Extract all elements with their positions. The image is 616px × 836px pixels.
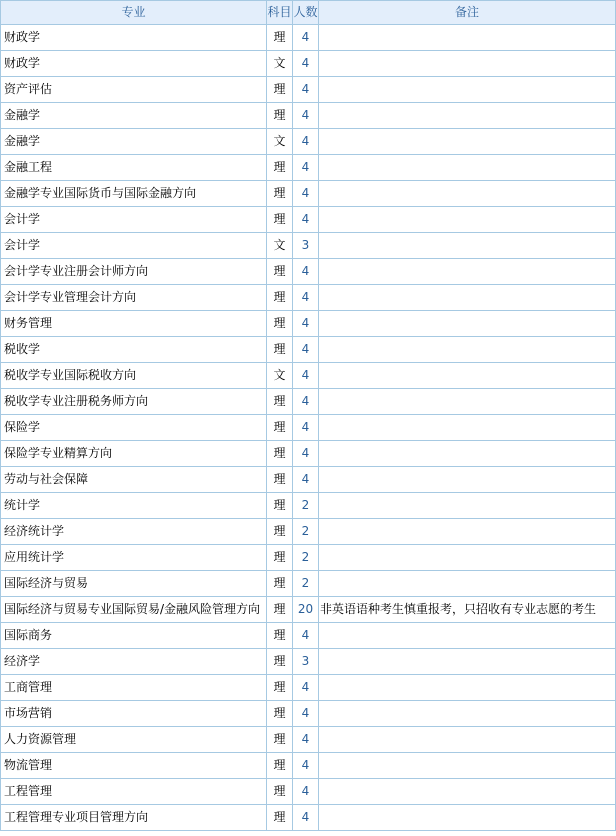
subject-cell: 文 — [267, 233, 293, 259]
subject-cell: 理 — [267, 545, 293, 571]
major-cell: 会计学 — [1, 233, 267, 259]
table-row — [1, 545, 616, 571]
table-row — [1, 649, 616, 675]
major-cell: 国际经济与贸易 — [1, 571, 267, 597]
note-cell: 非英语语种考生慎重报考，只招收有专业志愿的考生 — [319, 597, 616, 623]
major-cell: 税收学专业国际税收方向 — [1, 363, 267, 389]
count-cell: 4 — [293, 389, 319, 415]
note-cell — [319, 467, 616, 493]
note-cell — [319, 103, 616, 129]
subject-cell: 理 — [267, 805, 293, 831]
subject-cell: 文 — [267, 129, 293, 155]
count-cell: 2 — [293, 571, 319, 597]
major-cell: 税收学专业注册税务师方向 — [1, 389, 267, 415]
major-cell: 应用统计学 — [1, 545, 267, 571]
table-header — [1, 1, 616, 25]
table-row — [1, 753, 616, 779]
table-row — [1, 233, 616, 259]
subject-cell: 理 — [267, 311, 293, 337]
count-cell: 4 — [293, 285, 319, 311]
count-cell: 4 — [293, 363, 319, 389]
subject-cell: 理 — [267, 259, 293, 285]
table-row — [1, 207, 616, 233]
major-cell: 金融学 — [1, 103, 267, 129]
note-cell — [319, 77, 616, 103]
table-row — [1, 441, 616, 467]
count-cell: 4 — [293, 25, 319, 51]
subject-cell: 理 — [267, 727, 293, 753]
major-cell: 税收学 — [1, 337, 267, 363]
note-cell — [319, 233, 616, 259]
major-cell: 经济学 — [1, 649, 267, 675]
subject-cell: 理 — [267, 77, 293, 103]
table-row — [1, 805, 616, 831]
count-cell: 2 — [293, 545, 319, 571]
count-cell: 4 — [293, 415, 319, 441]
subject-cell: 理 — [267, 155, 293, 181]
subject-cell: 理 — [267, 623, 293, 649]
major-cell: 工程管理 — [1, 779, 267, 805]
subject-cell: 理 — [267, 207, 293, 233]
major-cell: 保险学专业精算方向 — [1, 441, 267, 467]
table-row — [1, 597, 616, 623]
table-row — [1, 51, 616, 77]
header-note: 备注 — [319, 1, 616, 25]
subject-cell: 理 — [267, 441, 293, 467]
count-cell: 3 — [293, 649, 319, 675]
count-cell: 20 — [293, 597, 319, 623]
subject-cell: 文 — [267, 363, 293, 389]
note-cell — [319, 389, 616, 415]
count-cell: 4 — [293, 779, 319, 805]
subject-cell: 理 — [267, 519, 293, 545]
major-cell: 经济统计学 — [1, 519, 267, 545]
count-cell: 4 — [293, 77, 319, 103]
count-cell: 4 — [293, 337, 319, 363]
subject-cell: 理 — [267, 103, 293, 129]
note-cell — [319, 649, 616, 675]
count-cell: 4 — [293, 129, 319, 155]
note-cell — [319, 285, 616, 311]
note-cell — [319, 155, 616, 181]
count-cell: 4 — [293, 311, 319, 337]
major-cell: 人力资源管理 — [1, 727, 267, 753]
subject-cell: 理 — [267, 571, 293, 597]
count-cell: 4 — [293, 103, 319, 129]
major-cell: 金融学 — [1, 129, 267, 155]
count-cell: 2 — [293, 519, 319, 545]
table-row — [1, 675, 616, 701]
subject-cell: 理 — [267, 181, 293, 207]
count-cell: 3 — [293, 233, 319, 259]
table-row — [1, 77, 616, 103]
note-cell — [319, 181, 616, 207]
note-cell — [319, 753, 616, 779]
note-cell — [319, 441, 616, 467]
note-cell — [319, 415, 616, 441]
subject-cell: 理 — [267, 285, 293, 311]
table-row — [1, 415, 616, 441]
subject-cell: 理 — [267, 337, 293, 363]
subject-cell: 理 — [267, 753, 293, 779]
subject-cell: 理 — [267, 675, 293, 701]
note-cell — [319, 779, 616, 805]
major-cell: 国际商务 — [1, 623, 267, 649]
subject-cell: 文 — [267, 51, 293, 77]
count-cell: 4 — [293, 51, 319, 77]
major-cell: 国际经济与贸易专业国际贸易/金融风险管理方向 — [1, 597, 267, 623]
note-cell — [319, 545, 616, 571]
header-count: 人数 — [293, 1, 319, 25]
table-row — [1, 571, 616, 597]
major-cell: 金融工程 — [1, 155, 267, 181]
count-cell: 4 — [293, 181, 319, 207]
subject-cell: 理 — [267, 415, 293, 441]
major-cell: 会计学专业注册会计师方向 — [1, 259, 267, 285]
table-row — [1, 259, 616, 285]
header-subject: 科目 — [267, 1, 293, 25]
table-body — [1, 25, 616, 831]
table-row — [1, 181, 616, 207]
count-cell: 4 — [293, 259, 319, 285]
subject-cell: 理 — [267, 701, 293, 727]
major-cell: 会计学专业管理会计方向 — [1, 285, 267, 311]
major-cell: 财政学 — [1, 51, 267, 77]
major-cell: 工商管理 — [1, 675, 267, 701]
table-row — [1, 103, 616, 129]
note-cell — [319, 701, 616, 727]
count-cell: 4 — [293, 623, 319, 649]
table-row — [1, 701, 616, 727]
count-cell: 4 — [293, 701, 319, 727]
count-cell: 4 — [293, 441, 319, 467]
table-row — [1, 467, 616, 493]
table-row — [1, 727, 616, 753]
note-cell — [319, 51, 616, 77]
count-cell: 4 — [293, 727, 319, 753]
note-cell — [319, 25, 616, 51]
major-cell: 财政学 — [1, 25, 267, 51]
major-cell: 保险学 — [1, 415, 267, 441]
count-cell: 4 — [293, 207, 319, 233]
major-cell: 市场营销 — [1, 701, 267, 727]
note-cell — [319, 675, 616, 701]
subject-cell: 理 — [267, 779, 293, 805]
table-row — [1, 779, 616, 805]
note-cell — [319, 727, 616, 753]
table-row — [1, 389, 616, 415]
note-cell — [319, 519, 616, 545]
note-cell — [319, 493, 616, 519]
subject-cell: 理 — [267, 649, 293, 675]
major-cell: 物流管理 — [1, 753, 267, 779]
table-row — [1, 519, 616, 545]
count-cell: 4 — [293, 753, 319, 779]
table-row — [1, 285, 616, 311]
subject-cell: 理 — [267, 389, 293, 415]
table-row — [1, 311, 616, 337]
subject-cell: 理 — [267, 597, 293, 623]
note-cell — [319, 311, 616, 337]
major-cell: 工程管理专业项目管理方向 — [1, 805, 267, 831]
header-row — [1, 1, 616, 25]
note-cell — [319, 623, 616, 649]
major-cell: 资产评估 — [1, 77, 267, 103]
count-cell: 4 — [293, 467, 319, 493]
note-cell — [319, 259, 616, 285]
count-cell: 4 — [293, 675, 319, 701]
table-row — [1, 155, 616, 181]
note-cell — [319, 129, 616, 155]
note-cell — [319, 363, 616, 389]
count-cell: 4 — [293, 155, 319, 181]
table-row — [1, 25, 616, 51]
note-cell — [319, 337, 616, 363]
note-cell — [319, 805, 616, 831]
note-cell — [319, 207, 616, 233]
subject-cell: 理 — [267, 467, 293, 493]
subject-cell: 理 — [267, 493, 293, 519]
table-row — [1, 337, 616, 363]
major-cell: 统计学 — [1, 493, 267, 519]
count-cell: 2 — [293, 493, 319, 519]
subject-cell: 理 — [267, 25, 293, 51]
major-cell: 劳动与社会保障 — [1, 467, 267, 493]
table-row — [1, 493, 616, 519]
major-cell: 财务管理 — [1, 311, 267, 337]
table-row — [1, 623, 616, 649]
table-row — [1, 363, 616, 389]
major-cell: 金融学专业国际货币与国际金融方向 — [1, 181, 267, 207]
note-cell — [319, 571, 616, 597]
table-row — [1, 129, 616, 155]
count-cell: 4 — [293, 805, 319, 831]
header-major: 专业 — [1, 1, 267, 25]
major-cell: 会计学 — [1, 207, 267, 233]
